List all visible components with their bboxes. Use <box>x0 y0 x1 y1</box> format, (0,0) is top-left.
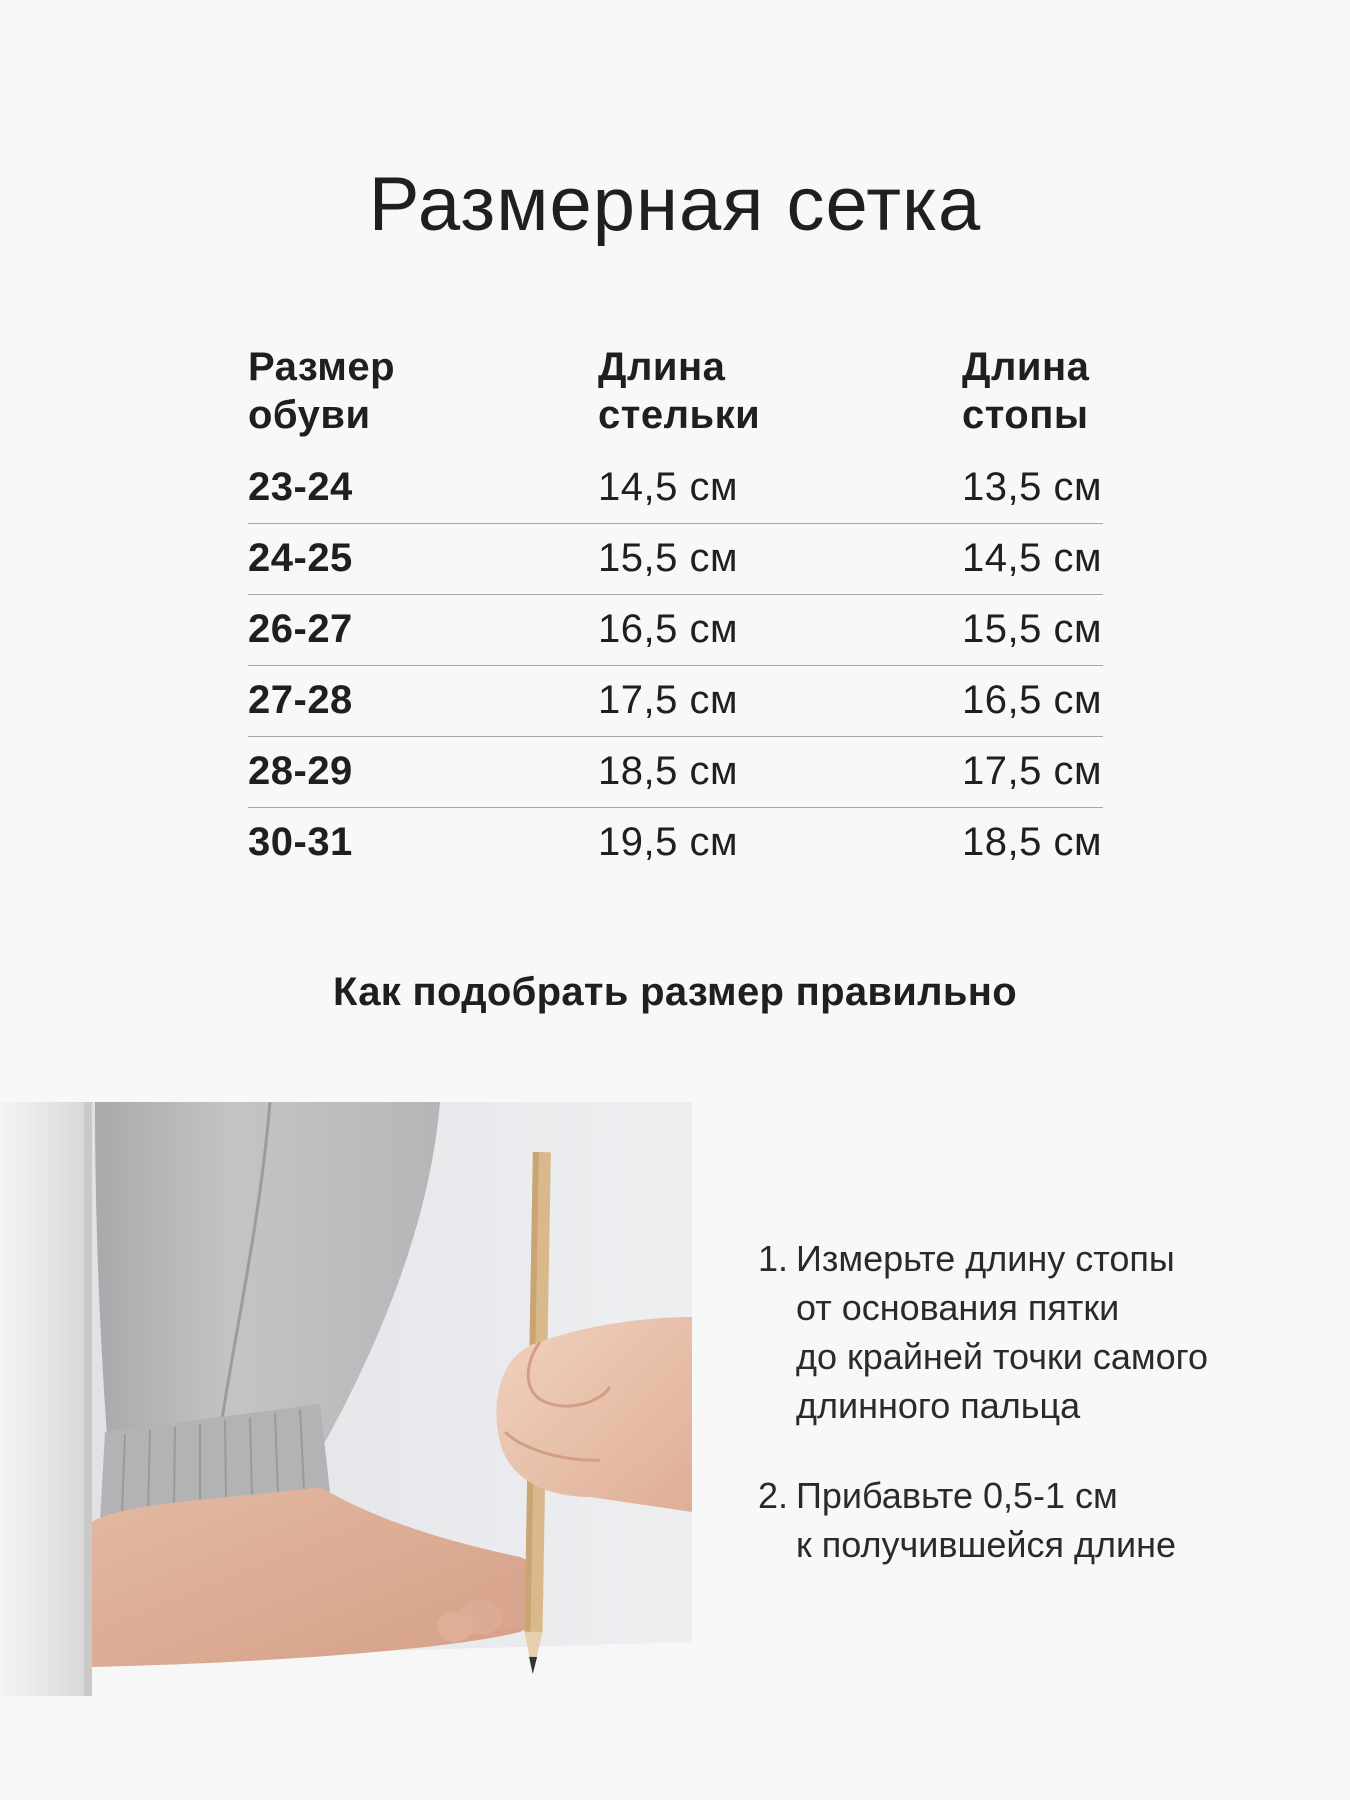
header-foot-length <box>962 343 1089 439</box>
instructions-list <box>752 1234 1312 1610</box>
table-row <box>248 666 1103 737</box>
cell-insole: 17,5 см <box>598 678 738 722</box>
cell-size: 26-27 <box>248 607 353 651</box>
section-subtitle: Как подобрать размер правильно <box>333 970 1017 1014</box>
instruction-step <box>752 1471 1312 1569</box>
cell-foot: 15,5 см <box>962 607 1102 651</box>
page-title: Размерная сетка <box>368 162 982 247</box>
cell-insole: 14,5 см <box>598 465 738 509</box>
cell-insole: 18,5 см <box>598 749 738 793</box>
header-shoe-size-line2: обуви <box>248 393 371 437</box>
cell-size: 23-24 <box>248 465 353 509</box>
header-foot-length-line1: Длина <box>962 345 1090 389</box>
cell-size: 27-28 <box>248 678 353 722</box>
cell-foot: 18,5 см <box>962 820 1102 864</box>
instruction-step <box>752 1234 1312 1430</box>
cell-size: 28-29 <box>248 749 353 793</box>
header-shoe-size <box>248 343 395 439</box>
foot-measurement-photo <box>0 1102 692 1696</box>
cell-insole: 15,5 см <box>598 536 738 580</box>
size-table <box>248 343 1103 879</box>
step-text-line: Измерьте длину стопы <box>796 1238 1175 1279</box>
header-foot-length-line2: стопы <box>962 393 1089 437</box>
cell-size: 24-25 <box>248 536 353 580</box>
cell-size: 30-31 <box>248 820 353 864</box>
cell-foot: 16,5 см <box>962 678 1102 722</box>
step-number: 2. <box>757 1475 788 1516</box>
table-row <box>248 453 1103 524</box>
table-row <box>248 524 1103 595</box>
step-text-line: до крайней точки самого <box>796 1336 1209 1377</box>
table-row <box>248 737 1103 808</box>
header-insole-length-line1: Длина <box>598 345 726 389</box>
cell-foot: 14,5 см <box>962 536 1102 580</box>
cell-insole: 16,5 см <box>598 607 738 651</box>
table-header <box>248 343 1103 453</box>
header-shoe-size-line1: Размер <box>248 345 396 389</box>
step-text-line: Прибавьте 0,5-1 см <box>796 1475 1118 1516</box>
step-number: 1. <box>757 1238 788 1279</box>
table-row <box>248 595 1103 666</box>
cell-foot: 17,5 см <box>962 749 1102 793</box>
cell-foot: 13,5 см <box>962 465 1102 509</box>
cell-insole: 19,5 см <box>598 820 738 864</box>
header-insole-length <box>598 343 760 439</box>
table-row <box>248 808 1103 879</box>
step-text-line: длинного пальца <box>796 1385 1081 1426</box>
step-text-line: к получившейся длине <box>796 1524 1177 1565</box>
header-insole-length-line2: стельки <box>598 393 761 437</box>
step-text-line: от основания пятки <box>796 1287 1120 1328</box>
